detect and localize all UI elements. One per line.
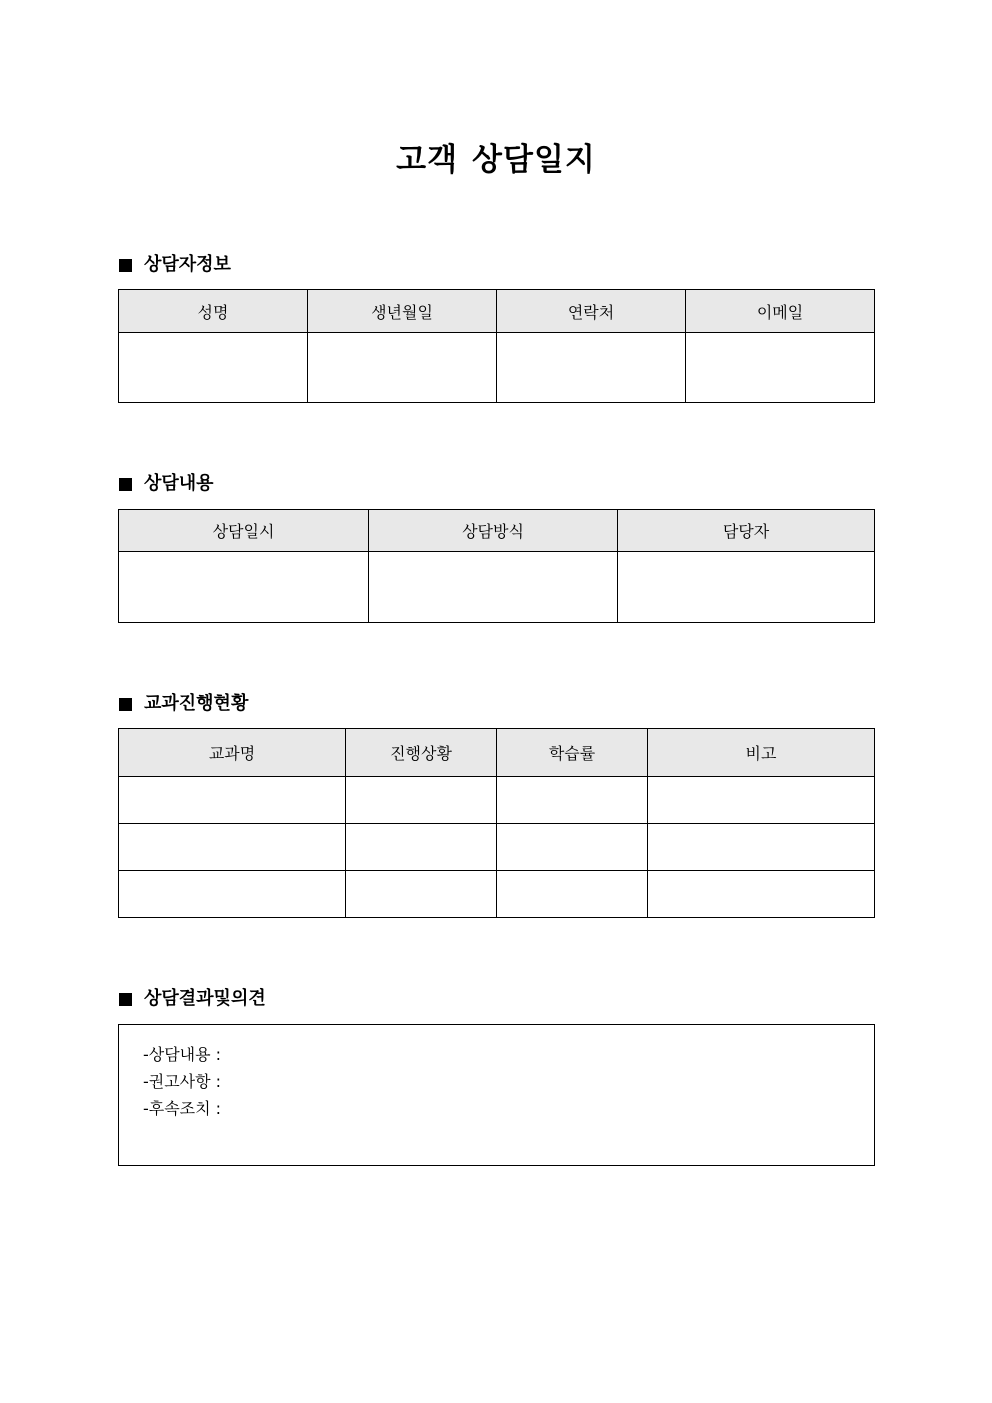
header-course: 교과명 [119,729,346,777]
memo-line-followup: -후속조치 : [143,1099,222,1118]
title-word-2: 상담일지 [472,142,596,178]
table-row [119,871,875,918]
section-heading-content [119,472,214,496]
cell-email[interactable] [686,333,875,403]
table-row [119,824,875,871]
cell-method[interactable] [369,552,618,623]
cell-note[interactable] [648,824,875,871]
table-row [119,777,875,824]
cell-rate[interactable] [497,871,648,918]
cell-contact[interactable] [497,333,686,403]
cell-course[interactable] [119,824,346,871]
header-status: 진행상황 [346,729,497,777]
square-bullet-icon [119,698,132,711]
header-email: 이메일 [686,290,875,333]
header-datetime: 상담일시 [119,510,369,552]
page-title [0,134,992,179]
memo-line-recommend: -권고사항 : [143,1072,222,1091]
section-heading-label: 상담내용 [144,473,214,494]
header-manager: 담당자 [618,510,875,552]
square-bullet-icon [119,993,132,1006]
header-rate: 학습률 [497,729,648,777]
cell-note[interactable] [648,777,875,824]
cell-datetime[interactable] [119,552,369,623]
cell-note[interactable] [648,871,875,918]
progress-table [118,728,875,918]
info-table [118,289,875,403]
square-bullet-icon [119,259,132,272]
cell-status[interactable] [346,824,497,871]
cell-rate[interactable] [497,824,648,871]
cell-status[interactable] [346,777,497,824]
cell-course[interactable] [119,777,346,824]
section-heading-label: 상담자정보 [144,254,231,275]
section-heading-label: 상담결과및의견 [144,988,266,1009]
title-word-1: 고객 [396,142,459,178]
header-note: 비고 [648,729,875,777]
header-name: 성명 [119,290,308,333]
section-heading-progress [119,692,248,716]
header-contact: 연락처 [497,290,686,333]
square-bullet-icon [119,478,132,491]
section-heading-info [119,253,231,277]
cell-name[interactable] [119,333,308,403]
header-birthdate: 생년월일 [308,290,497,333]
result-memo-box[interactable] [118,1024,875,1166]
cell-rate[interactable] [497,777,648,824]
content-table [118,509,875,623]
section-heading-label: 교과진행현황 [144,693,249,714]
memo-line-consult: -상담내용 : [143,1045,222,1064]
cell-course[interactable] [119,871,346,918]
section-heading-result [119,987,266,1011]
header-method: 상담방식 [369,510,618,552]
cell-status[interactable] [346,871,497,918]
cell-manager[interactable] [618,552,875,623]
cell-birthdate[interactable] [308,333,497,403]
